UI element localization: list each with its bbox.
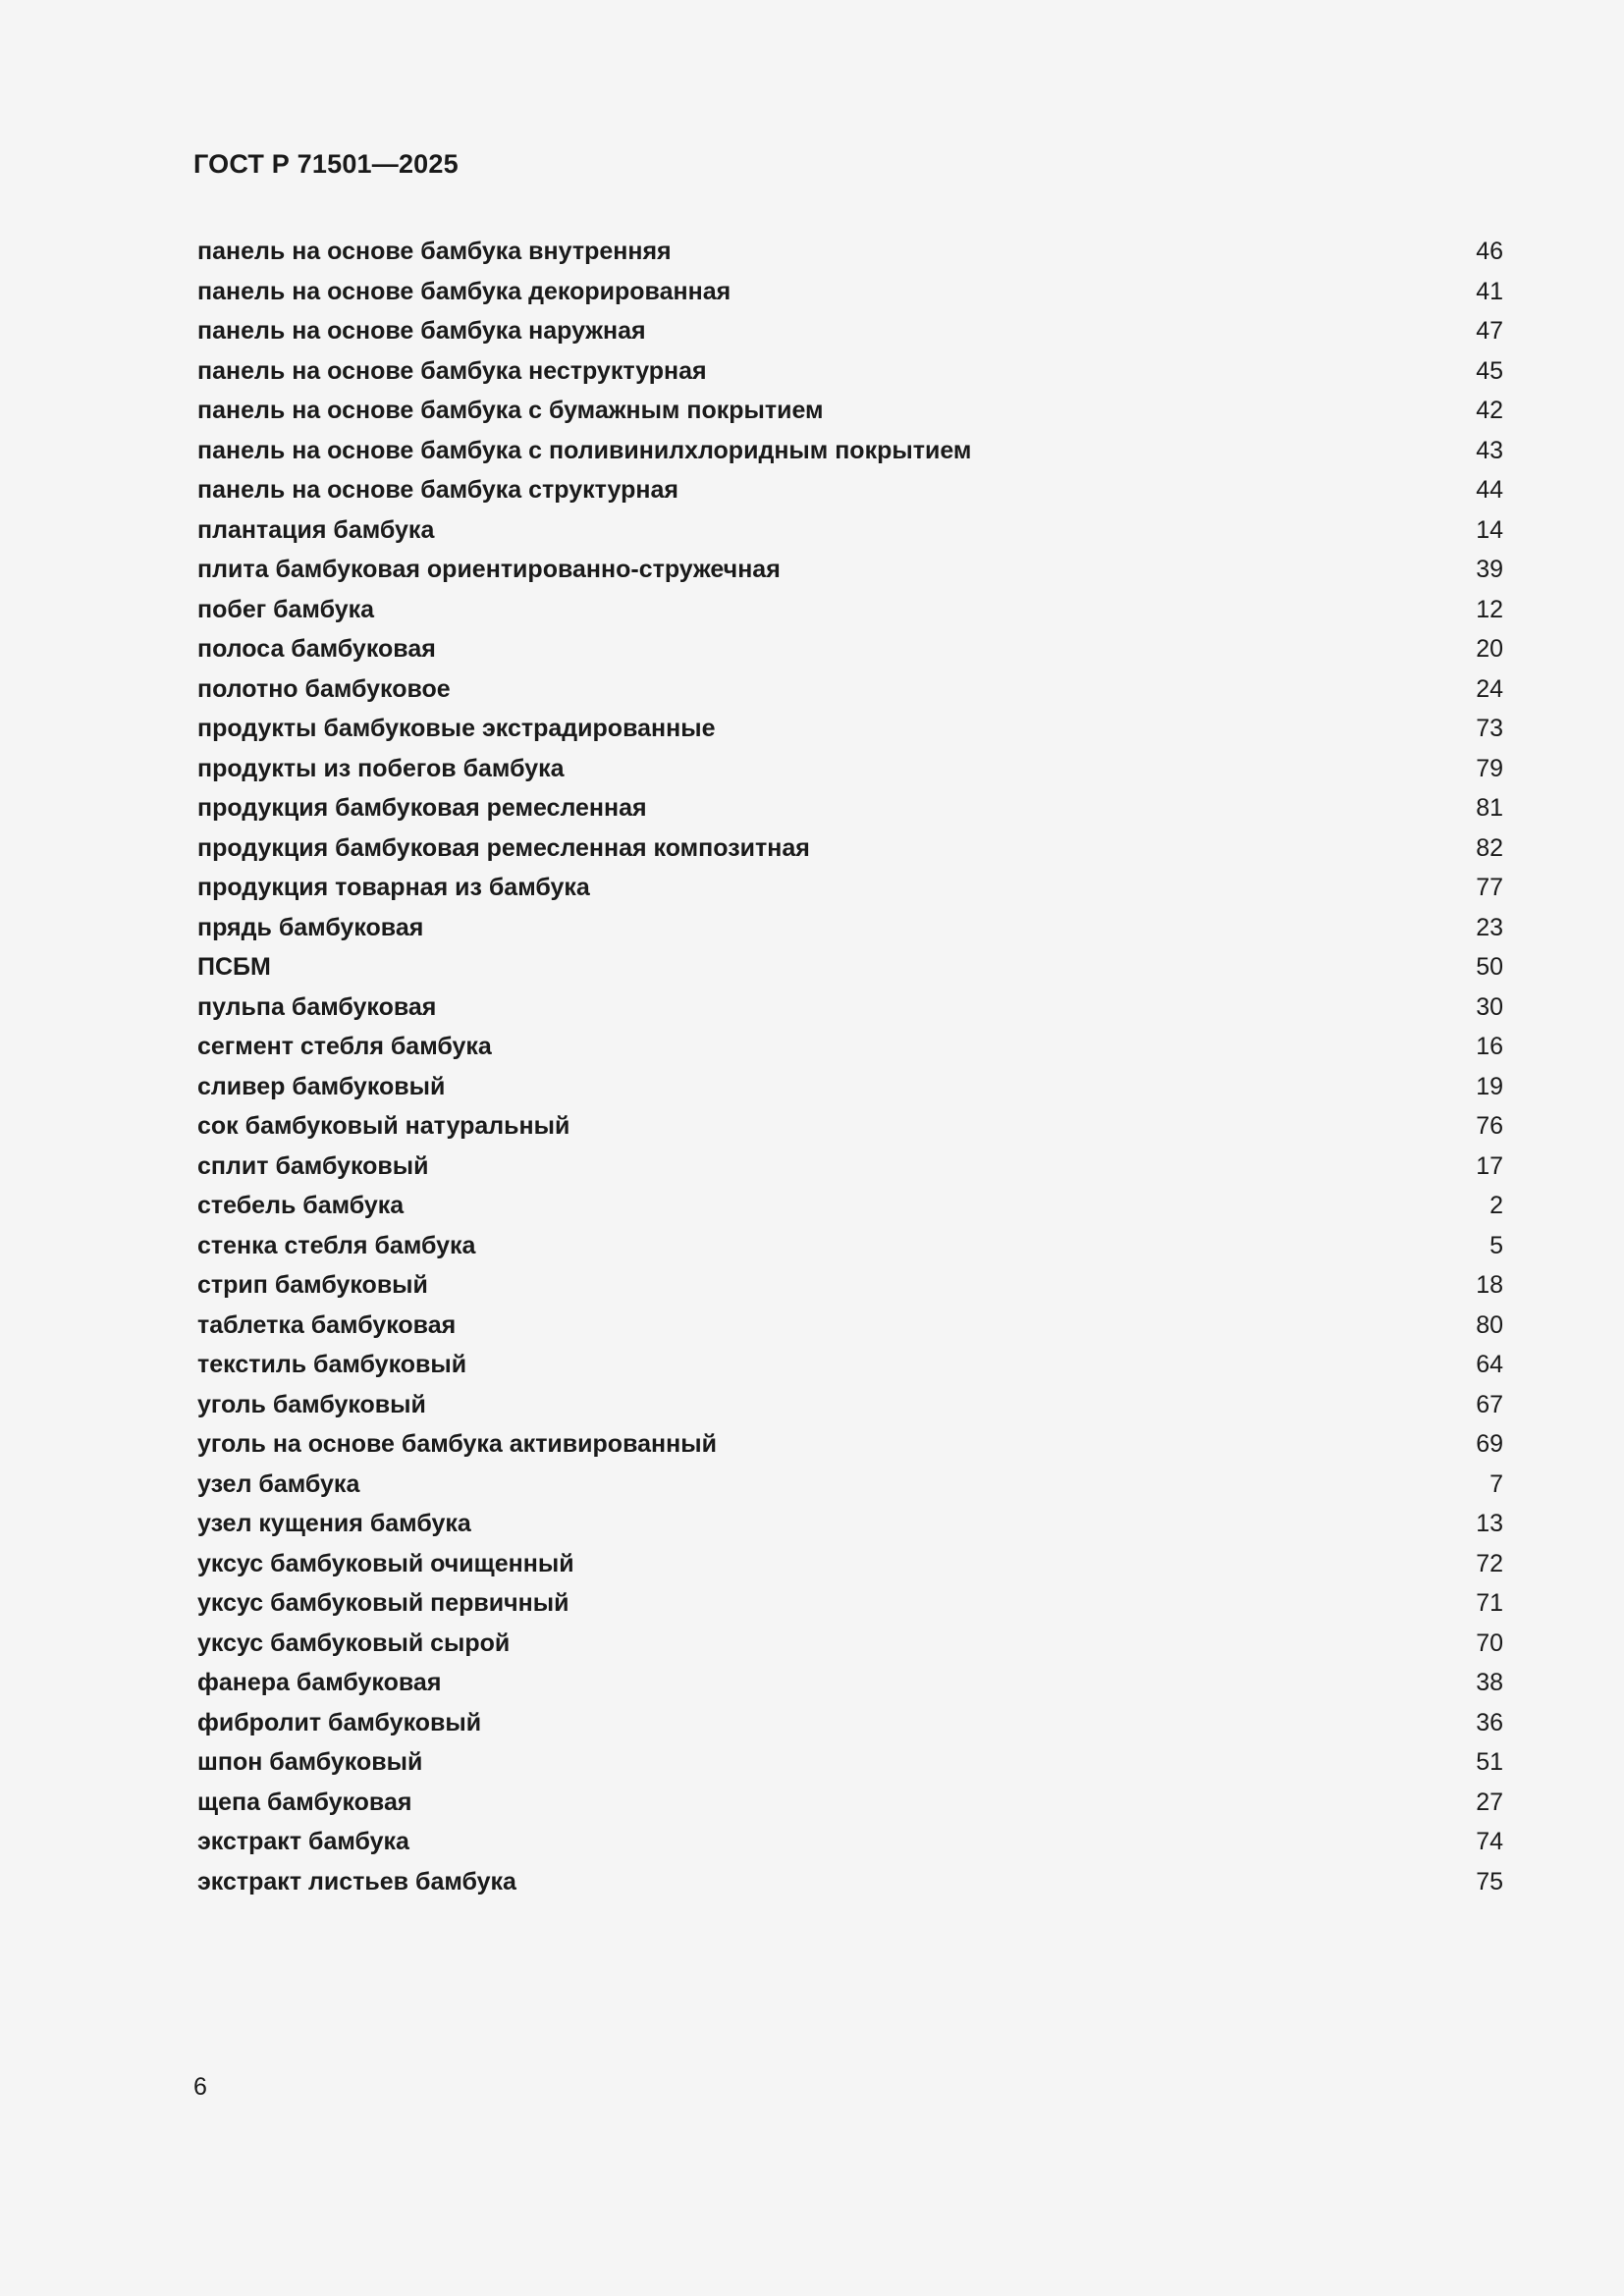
index-term-number: 45 <box>1476 356 1503 385</box>
index-term-number: 20 <box>1476 635 1503 664</box>
index-term-number: 79 <box>1476 754 1503 782</box>
index-term-number: 19 <box>1476 1072 1503 1100</box>
page-number: 6 <box>193 2073 207 2101</box>
index-term: побег бамбука <box>197 595 375 623</box>
index-entry <box>197 232 1503 272</box>
index-entry <box>197 947 1503 988</box>
index-entry <box>197 1544 1503 1584</box>
index-term: уксус бамбуковый первичный <box>197 1589 569 1618</box>
index-term: пульпа бамбуковая <box>197 992 437 1021</box>
index-term-number: 7 <box>1489 1469 1503 1498</box>
index-entry <box>197 1583 1503 1624</box>
index-term: фанера бамбуковая <box>197 1669 442 1697</box>
index-entry <box>197 1306 1503 1346</box>
index-term: продукция бамбуковая ремесленная композитная <box>197 833 810 862</box>
index-entry <box>197 1742 1503 1783</box>
index-term: экстракт листьев бамбука <box>197 1867 516 1896</box>
index-entry <box>197 1345 1503 1385</box>
index-entry <box>197 1424 1503 1465</box>
index-term: узел кущения бамбука <box>197 1510 471 1538</box>
index-term-number: 41 <box>1476 277 1503 305</box>
index-entry <box>197 1703 1503 1743</box>
index-term-number: 24 <box>1476 674 1503 703</box>
index-term: панель на основе бамбука структурная <box>197 476 678 505</box>
index-term: панель на основе бамбука с поливинилхлоридным покрытием <box>197 436 972 464</box>
index-term: панель на основе бамбука с бумажным покрытием <box>197 397 824 425</box>
index-term-number: 72 <box>1476 1549 1503 1577</box>
index-entry <box>197 1265 1503 1306</box>
index-term: панель на основе бамбука внутренняя <box>197 238 672 266</box>
index-entry <box>197 1822 1503 1862</box>
index-term-number: 42 <box>1476 397 1503 425</box>
index-term-number: 39 <box>1476 556 1503 584</box>
index-entry <box>197 988 1503 1028</box>
index-term: уголь бамбуковый <box>197 1390 426 1418</box>
index-term: сливер бамбуковый <box>197 1072 446 1100</box>
index-term-number: 5 <box>1489 1231 1503 1259</box>
index-term-number: 74 <box>1476 1828 1503 1856</box>
index-term-number: 12 <box>1476 595 1503 623</box>
index-term-number: 77 <box>1476 874 1503 902</box>
index-entry <box>197 1862 1503 1902</box>
index-entry <box>197 908 1503 948</box>
index-term: текстиль бамбуковый <box>197 1351 467 1379</box>
index-term-number: 51 <box>1476 1748 1503 1777</box>
index-term: экстракт бамбука <box>197 1828 409 1856</box>
index-term: продукты из побегов бамбука <box>197 754 565 782</box>
index-term: узел бамбука <box>197 1469 360 1498</box>
index-term: сплит бамбуковый <box>197 1151 429 1180</box>
index-term: полоса бамбуковая <box>197 635 436 664</box>
index-entry <box>197 1624 1503 1664</box>
index-term: прядь бамбуковая <box>197 913 424 941</box>
index-term: стрип бамбуковый <box>197 1271 428 1300</box>
index-term-number: 17 <box>1476 1151 1503 1180</box>
index-term-number: 69 <box>1476 1430 1503 1459</box>
index-term-number: 82 <box>1476 833 1503 862</box>
index-term-number: 50 <box>1476 953 1503 982</box>
index-term: фибролит бамбуковый <box>197 1708 482 1736</box>
index-term-number: 73 <box>1476 715 1503 743</box>
index-term: продукты бамбуковые экстрадированные <box>197 715 716 743</box>
index-entry <box>197 1147 1503 1187</box>
index-term: панель на основе бамбука неструктурная <box>197 356 707 385</box>
index-term-number: 27 <box>1476 1788 1503 1816</box>
index-term: сок бамбуковый натуральный <box>197 1112 570 1141</box>
index-term-number: 13 <box>1476 1510 1503 1538</box>
index-entry <box>197 1504 1503 1544</box>
index-entry <box>197 709 1503 749</box>
index-term: стебель бамбука <box>197 1192 405 1220</box>
index-term: стенка стебля бамбука <box>197 1231 476 1259</box>
index-term-number: 80 <box>1476 1310 1503 1339</box>
index-entry <box>197 1106 1503 1147</box>
index-entry <box>197 470 1503 510</box>
index-term: щепа бамбуковая <box>197 1788 412 1816</box>
index-term: плита бамбуковая ориентированно-стружечная <box>197 556 781 584</box>
index-term: таблетка бамбуковая <box>197 1310 457 1339</box>
index-entry <box>197 669 1503 710</box>
index-term-number: 44 <box>1476 476 1503 505</box>
index-entry <box>197 868 1503 908</box>
index-entry <box>197 351 1503 392</box>
index-entry <box>197 590 1503 630</box>
index-entry <box>197 1465 1503 1505</box>
index-entry <box>197 272 1503 312</box>
index-term-number: 67 <box>1476 1390 1503 1418</box>
index-term: шпон бамбуковый <box>197 1748 423 1777</box>
index-term: продукция бамбуковая ремесленная <box>197 794 647 823</box>
index-entry <box>197 1226 1503 1266</box>
index-entry <box>197 828 1503 869</box>
index-entry <box>197 1186 1503 1226</box>
index-term-number: 46 <box>1476 238 1503 266</box>
index-entry <box>197 550 1503 590</box>
index-term-number: 76 <box>1476 1112 1503 1141</box>
index-entry <box>197 788 1503 828</box>
index-term-number: 23 <box>1476 913 1503 941</box>
index-term: сегмент стебля бамбука <box>197 1033 492 1061</box>
index-term-number: 64 <box>1476 1351 1503 1379</box>
index-term-number: 43 <box>1476 436 1503 464</box>
index-term-number: 38 <box>1476 1669 1503 1697</box>
index-term: уголь на основе бамбука активированный <box>197 1430 717 1459</box>
index-entry <box>197 1385 1503 1425</box>
index-term: полотно бамбуковое <box>197 674 451 703</box>
index-entry <box>197 1027 1503 1067</box>
index-term-number: 71 <box>1476 1589 1503 1618</box>
index-term-number: 81 <box>1476 794 1503 823</box>
index-entry <box>197 1663 1503 1703</box>
index-entry <box>197 391 1503 431</box>
index-term-number: 16 <box>1476 1033 1503 1061</box>
index-term-number: 36 <box>1476 1708 1503 1736</box>
index-entry <box>197 1067 1503 1107</box>
index-term: продукция товарная из бамбука <box>197 874 590 902</box>
index-term: панель на основе бамбука наружная <box>197 317 646 346</box>
index-term-number: 70 <box>1476 1629 1503 1657</box>
index-entry <box>197 431 1503 471</box>
index-term: уксус бамбуковый сырой <box>197 1629 511 1657</box>
index-entry <box>197 749 1503 789</box>
index-term-number: 14 <box>1476 515 1503 544</box>
index-entry <box>197 510 1503 551</box>
index-entry <box>197 1783 1503 1823</box>
index-entry <box>197 629 1503 669</box>
index-term: панель на основе бамбука декорированная <box>197 277 731 305</box>
index-term: уксус бамбуковый очищенный <box>197 1549 574 1577</box>
index-term-number: 2 <box>1489 1192 1503 1220</box>
index-term: плантация бамбука <box>197 515 435 544</box>
index-term-number: 75 <box>1476 1867 1503 1896</box>
index-term-number: 30 <box>1476 992 1503 1021</box>
index-term: ПСБМ <box>197 953 271 982</box>
index-term-number: 47 <box>1476 317 1503 346</box>
index-term-number: 18 <box>1476 1271 1503 1300</box>
document-header: ГОСТ Р 71501—2025 <box>193 149 459 179</box>
term-index-list <box>197 232 1503 1901</box>
index-entry <box>197 311 1503 351</box>
